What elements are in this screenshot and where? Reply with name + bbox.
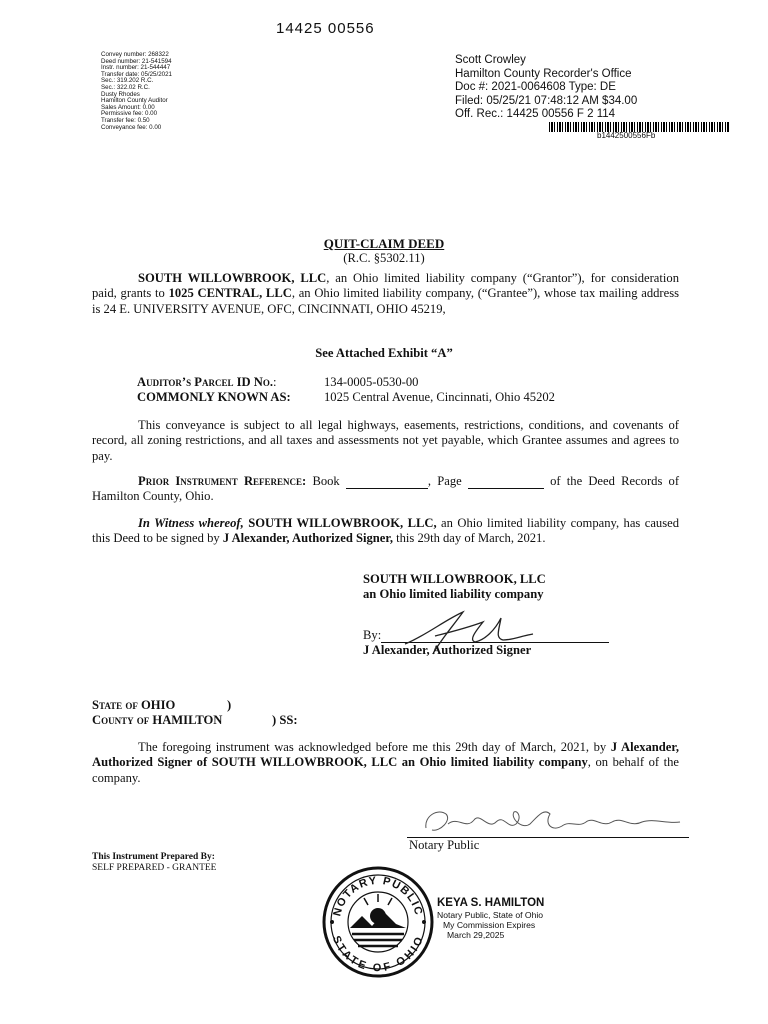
deed-title: QUIT-CLAIM DEED [323, 236, 445, 251]
notary-commission [437, 910, 543, 940]
exhibit-reference: See Attached Exhibit “A” [315, 346, 453, 360]
convey-line: Dusty Rhodes [101, 90, 140, 98]
prior-page-label: , Page [427, 474, 462, 488]
convey-line: Conveyance fee: 0.00 [101, 123, 162, 131]
witness-paragraph [92, 516, 679, 547]
sig-signer: J Alexander, Authorized Signer [363, 643, 532, 657]
convey-line: Sec.: 322.02 R.C. [101, 83, 150, 91]
county-label: County of [92, 713, 150, 727]
seal-emblem [350, 894, 406, 946]
convey-line: Transfer fee: 0.50 [101, 116, 150, 124]
prior-instrument-label: Prior Instrument Reference: [138, 474, 307, 488]
acknowledgment-paragraph [92, 740, 679, 786]
notary-line-1: Notary Public, State of Ohio [437, 910, 544, 920]
sig-by-label: By: [363, 628, 382, 642]
state-paren: ) [227, 698, 232, 712]
prepared-by-value: SELF PREPARED - GRANTEE [92, 863, 217, 873]
county-value: HAMILTON [152, 713, 223, 727]
prepared-by-label: This Instrument Prepared By: [92, 852, 215, 862]
prior-instrument-paragraph [92, 474, 679, 505]
convey-stamp [101, 52, 241, 131]
prior-tail: of the Deed Records of Hamilton County, Ohio. [92, 474, 680, 504]
notary-line-2: My Commission Expires [443, 920, 536, 930]
notary-name: KEYA S. HAMILTON [437, 897, 545, 909]
known-as-value: 1025 Central Avenue, Cincinnati, Ohio 45202 [324, 390, 555, 404]
ack-text-2: , on behalf of the company. [92, 755, 679, 785]
witness-lead: In Witness whereof, [138, 516, 244, 530]
convey-line: Sec.: 319.202 R.C. [101, 77, 154, 85]
parcel-id-value: 134-0005-0530-00 [324, 375, 419, 389]
witness-text-2: this 29th day of March, 2021. [392, 531, 546, 546]
ack-text-1: The foregoing instrument was acknowledged before me this 29th day of March, 2021, by [138, 740, 611, 754]
notary-public-label: Notary Public [409, 838, 480, 852]
convey-line: Permissive fee: 0.00 [101, 110, 158, 118]
recorder-stamp [455, 54, 637, 122]
convey-line: Sales Amount: 0.00 [101, 103, 155, 111]
page-blank [468, 477, 544, 489]
book-blank [346, 477, 428, 489]
recorder-name: Scott Crowley [455, 54, 526, 66]
notary-line-3: March 29,2025 [447, 930, 505, 940]
grant-text-1: , an Ohio limited liability company (“Grantor”), for consideration paid, grants to [92, 271, 679, 301]
state-label: State of [92, 698, 138, 712]
recorder-filed: Filed: 05/25/21 07:48:12 AM $34.00 [455, 94, 638, 107]
seal-top-text: NOTARY PUBLIC [331, 874, 425, 918]
sig-company-desc: an Ohio limited liability company [363, 587, 544, 601]
notary-seal [322, 866, 434, 978]
witness-signer: J Alexander, Authorized Signer, [222, 531, 393, 546]
seal-bottom-text: STATE OF OHIO [329, 934, 427, 975]
known-as-label: COMMONLY KNOWN AS: [137, 390, 291, 404]
witness-company: SOUTH WILLOWBROOK, LLC, [248, 516, 437, 530]
parcel-colon: : [273, 375, 277, 389]
parcel-id-label: Auditor’s Parcel ID No. [137, 375, 274, 389]
county-ss: ) SS: [272, 713, 298, 727]
grantor-name: SOUTH WILLOWBROOK, LLC [138, 271, 327, 285]
convey-line: Transfer date: 05/25/2021 [101, 70, 172, 78]
grantee-name: 1025 CENTRAL, LLC [168, 286, 292, 301]
parcel-id-row [137, 375, 277, 390]
convey-line: Instr. number: 21-544447 [101, 64, 171, 72]
county-row [92, 713, 222, 728]
convey-line: Deed number: 21-541594 [101, 57, 172, 65]
witness-text-1: an Ohio limited liability company, has caused this Deed to be signed by [92, 516, 680, 546]
ack-bold: J Alexander, Authorized Signer of SOUTH WILLOWBROOK, LLC an Ohio limited liability company [92, 740, 679, 770]
sig-company: SOUTH WILLOWBROOK, LLC [363, 572, 546, 586]
barcode-text: b1442500556Fb [597, 131, 656, 140]
recorder-doc: Doc #: 2021-0064608 Type: DE [455, 81, 616, 93]
grant-text-2: , an Ohio limited liability company, (“Grantee”), whose tax mailing address is 24 E. UNIVERSITY AVENUE, OFC, CINCINNATI, OHIO 45219, [92, 286, 680, 316]
state-value: OHIO [140, 698, 176, 712]
book-page-number: 14425 00556 [276, 20, 375, 37]
convey-line: Hamilton County Auditor [101, 97, 168, 105]
prior-book-label: Book [312, 474, 340, 488]
recorder-off-rec: Off. Rec.: 14425 00556 F 2 114 [455, 108, 616, 120]
recorder-office: Hamilton County Recorder's Office [455, 67, 632, 80]
conveyance-paragraph: This conveyance is subject to all legal highways, easements, restrictions, conditions, and covenants of record, all zoning restrictions, and all taxes and assessments not yet payable, which Grantee assumes and agrees to pay. [92, 418, 679, 463]
convey-line: Convey number: 268322 [101, 51, 169, 58]
state-row [92, 698, 175, 713]
grant-paragraph [92, 271, 679, 317]
deed-statute: (R.C. §5302.11) [343, 251, 425, 265]
